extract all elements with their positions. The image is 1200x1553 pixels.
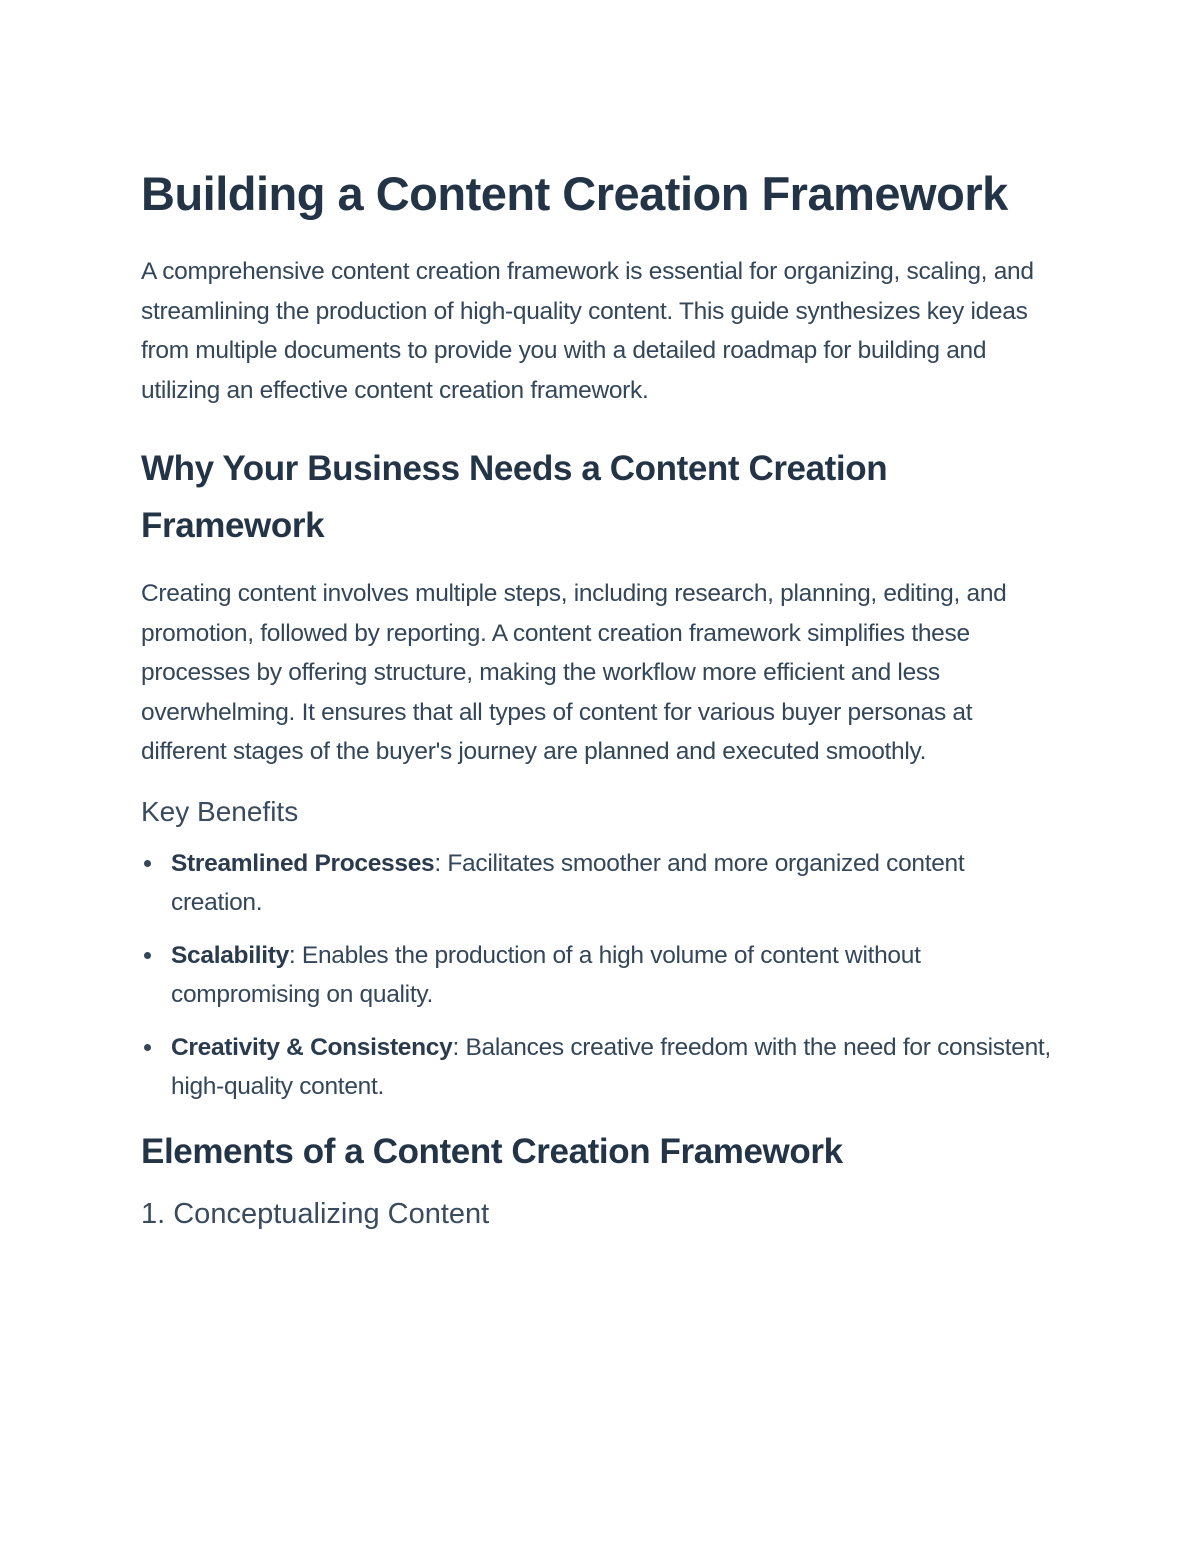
subheading-conceptualizing: 1. Conceptualizing Content [141, 1197, 490, 1230]
benefit-term: Streamlined Processes [171, 849, 435, 877]
bullet-icon [144, 860, 151, 867]
benefit-term: Creativity & Consistency [171, 1033, 453, 1061]
benefit-description: : Facilitates smoother and more organized content creation. [171, 849, 965, 916]
section-heading-why: Why Your Business Needs a Content Creation Framework [141, 449, 888, 545]
document-page [141, 162, 1061, 1234]
benefit-description: : Balances creative freedom with the need for consistent, high-quality content. [171, 1033, 1051, 1100]
bullet-icon [144, 952, 151, 959]
list-item [141, 1028, 1061, 1107]
benefit-description: : Enables the production of a high volume of content without compromising on quality. [171, 941, 921, 1008]
document-title: Building a Content Creation Framework [141, 167, 1008, 220]
section-heading-elements: Elements of a Content Creation Framework [141, 1131, 843, 1171]
list-item [141, 844, 1061, 923]
benefit-term: Scalability [171, 941, 289, 969]
subheading-key-benefits: Key Benefits [141, 795, 299, 827]
list-item [141, 936, 1061, 1015]
benefits-list [141, 844, 1061, 1107]
bullet-icon [144, 1044, 151, 1051]
section-paragraph-why: Creating content involves multiple steps, including research, planning, editing, and promotion, followed by reporting. A content creation framework simplifies these processes by offering structure, making the workflow more efficient and less overwhelming. It ensures that all types of content for various buyer personas at different stages of the buyer's journey are planned and executed smoothly. [141, 580, 1007, 765]
intro-paragraph: A comprehensive content creation framework is essential for organizing, scaling, and streamlining the production of high-quality content. This guide synthesizes key ideas from multiple documents to provide you with a detailed roadmap for building and utilizing an effective content creation framework. [141, 258, 1034, 404]
